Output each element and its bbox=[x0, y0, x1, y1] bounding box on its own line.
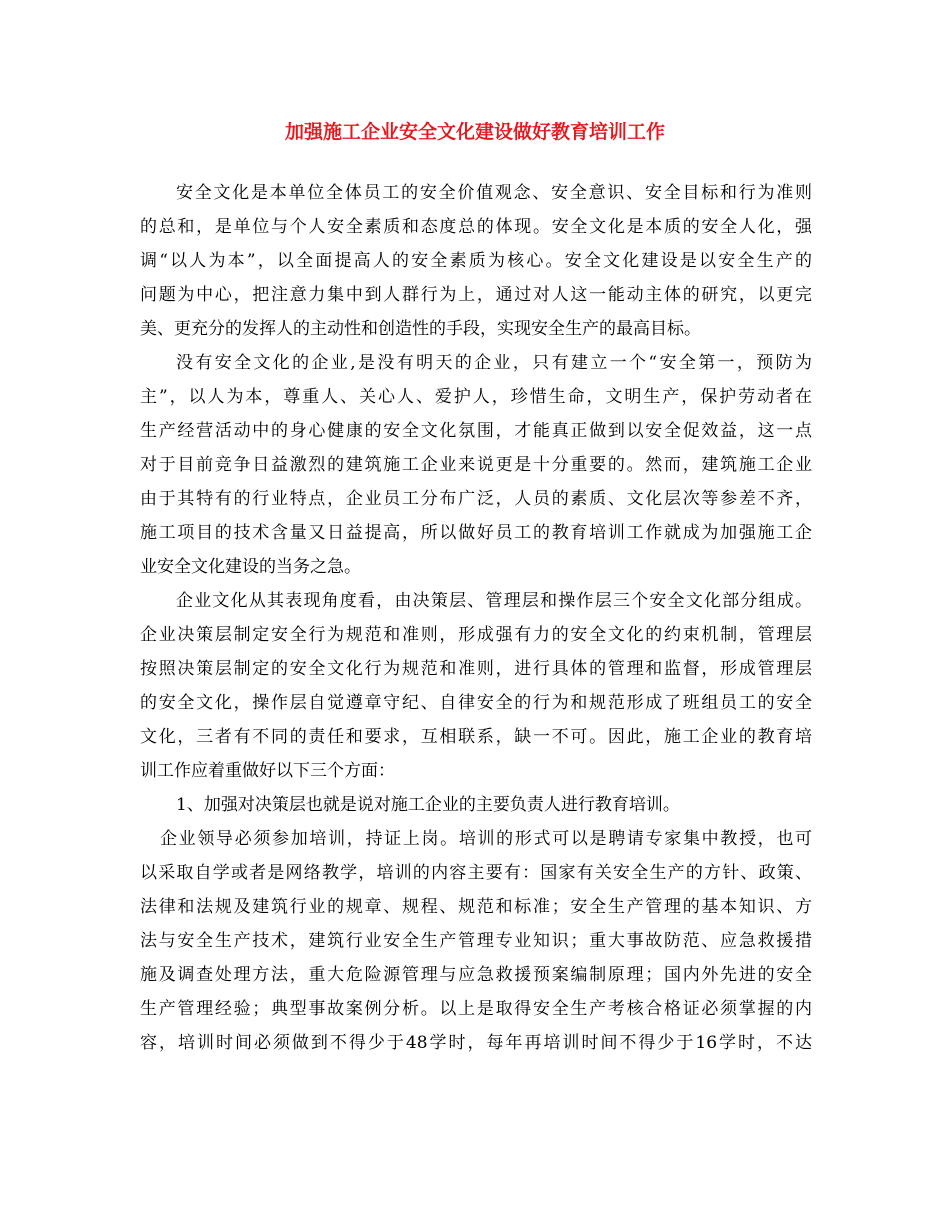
text-line: 企业领导必须参加培训，持证上岗。培训的形式可以是聘请专家集中教授，也可 bbox=[160, 829, 812, 849]
text-line: 文化，三者有不同的责任和要求，互相联系，缺一不可。因此，施工企业的教育培 bbox=[140, 727, 812, 747]
text-line: 法与安全生产技术，建筑行业安全生产管理专业知识；重大事故防范、应急救援措 bbox=[140, 931, 812, 951]
text-line: 企业文化从其表现角度看，由决策层、管理层和操作层三个安全文化部分组成。 bbox=[176, 591, 812, 611]
document-title: 加强施工企业安全文化建设做好教育培训工作 bbox=[284, 121, 665, 143]
text-line: 法律和法规及建筑行业的规章、规程、规范和标准；安全生产管理的基本知识、方 bbox=[140, 897, 812, 917]
text-line: 问题为中心，把注意力集中到人群行为上，通过对人这一能动主体的研究，以更完 bbox=[140, 285, 812, 305]
text-line: 以采取自学或者是网络教学，培训的内容主要有：国家有关安全生产的方针、政策、 bbox=[140, 863, 812, 883]
text-line: 企业决策层制定安全行为规范和准则，形成强有力的安全文化的约束机制，管理层 bbox=[140, 625, 812, 645]
text-line: 没有安全文化的企业,是没有明天的企业，只有建立一个“安全第一，预防为 bbox=[176, 353, 812, 373]
text-line: 训工作应着重做好以下三个方面： bbox=[140, 761, 395, 781]
text-line: 的总和，是单位与个人安全素质和态度总的体现。安全文化是本质的安全人化，强 bbox=[140, 217, 812, 237]
text-line: 由于其特有的行业特点，企业员工分布广泛，人员的素质、文化层次等参差不齐， bbox=[140, 489, 812, 509]
text-line: 生产管理经验；典型事故案例分析。以上是取得安全生产考核合格证必须掌握的内 bbox=[140, 999, 812, 1019]
text-line: 主”，以人为本，尊重人、关心人、爱护人，珍惜生命，文明生产，保护劳动者在 bbox=[140, 387, 812, 407]
text-line: 安全文化是本单位全体员工的安全价值观念、安全意识、安全目标和行为准则 bbox=[176, 183, 812, 203]
text-line: 的安全文化，操作层自觉遵章守纪、自律安全的行为和规范形成了班组员工的安全 bbox=[140, 693, 812, 713]
text-line: 美、更充分的发挥人的主动性和创造性的手段，实现安全生产的最高目标。 bbox=[140, 319, 701, 339]
document-body bbox=[140, 176, 812, 1060]
text-line: 业安全文化建设的当务之急。 bbox=[140, 557, 361, 577]
text-line: 施工项目的技术含量又日益提高，所以做好员工的教育培训工作就成为加强施工企 bbox=[140, 523, 812, 543]
section-heading: 1、加强对决策层也就是说对施工企业的主要负责人进行教育培训。 bbox=[176, 795, 680, 815]
text-line: 按照决策层制定的安全文化行为规范和准则，进行具体的管理和监督，形成管理层 bbox=[140, 659, 812, 679]
text-line: 调“以人为本”，以全面提高人的安全素质为核心。安全文化建设是以安全生产的 bbox=[140, 251, 812, 271]
text-line: 对于目前竞争日益激烈的建筑施工企业来说更是十分重要的。然而，建筑施工企业 bbox=[140, 455, 812, 475]
text-line: 生产经营活动中的身心健康的安全文化氛围，才能真正做到以安全促效益，这一点 bbox=[140, 421, 812, 441]
text-line: 施及调查处理方法，重大危险源管理与应急救援预案编制原理；国内外先进的安全 bbox=[140, 965, 812, 985]
text-line: 容，培训时间必须做到不得少于48学时，每年再培训时间不得少于16学时，不达 bbox=[140, 1033, 812, 1053]
